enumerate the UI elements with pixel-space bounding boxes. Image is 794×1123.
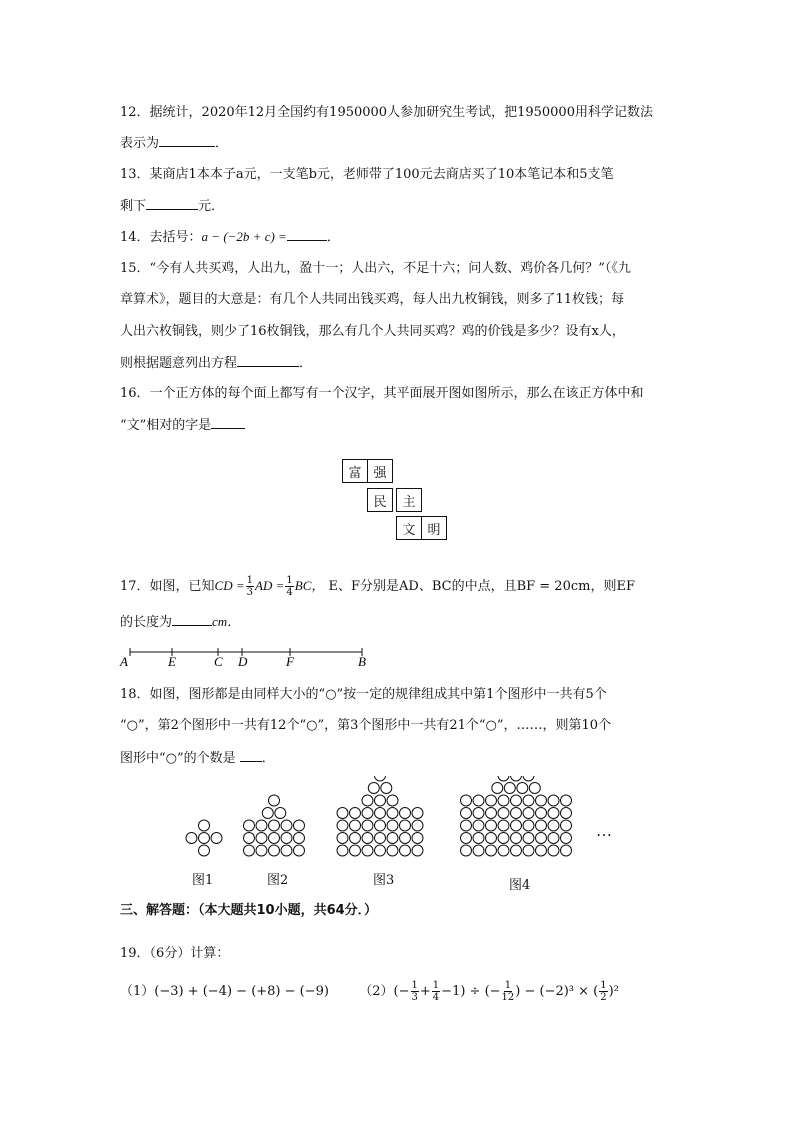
pattern-3-circle [387,845,398,856]
q12-line1: 12．据统计，2020年12月全国约有1950000人参加研究生考试，把1950000用科学记数法 [120,105,653,120]
pattern-3-circle [387,820,398,831]
pattern-4-circle [561,808,572,819]
pattern-4-circle [517,783,528,794]
pattern-4-circle [561,820,572,831]
pattern-4-circle [536,820,547,831]
pattern-4-circle [461,845,472,856]
pattern-3-circle [400,833,411,844]
pattern-4-circle [561,833,572,844]
q17-frac-2: $\frac{1}{4}$ [286,575,293,598]
pattern-2-circle [256,820,267,831]
pattern-4-circle [498,776,509,781]
pattern-4-circle [536,795,547,806]
q19-part2-label: （2） [359,984,394,999]
segment-diagram [116,644,376,672]
pattern-4-circle [523,808,534,819]
point-label-D: D [238,654,248,669]
cube-cell-1: 富 [342,459,368,483]
pattern-4-circle [486,795,497,806]
pattern-2-circle [281,833,292,844]
q19-frac-4: $\frac{1}{2}$ [600,980,607,1003]
pattern-4-circle [523,833,534,844]
q12-answer-blank[interactable] [159,134,215,147]
q13-end: 元． [198,199,225,214]
q17-mid: E、F分别是AD、BC的中点，且BF = 20cm，则EF [328,579,635,594]
pattern-4-circle [511,776,522,781]
q12-end: ． [215,136,229,151]
cube-cell-3: 民 [367,488,393,512]
pattern-3-circle [412,808,423,819]
pattern-3-circle [387,795,398,806]
pattern-4-circle [548,833,559,844]
q17-frac-1: $\frac{1}{3}$ [246,575,254,598]
pattern-3-circle [387,808,398,819]
q17-bc: BC， [294,578,325,593]
pattern-4-circle [504,783,515,794]
caption-fig2: 图2 [267,873,289,888]
q14-expression: a − (−2b + c) = [201,229,287,244]
point-label-F: F [286,654,294,669]
pattern-2-circle [294,833,305,844]
pattern-3-circle [350,808,361,819]
pattern-3-circle [375,795,386,806]
pattern-1-circle [199,833,210,844]
q15-line3: 人出六枚铜钱，则少了16枚铜钱，那么有几个人共同买鸡？鸡的价钱是多少？设有x人， [120,324,625,339]
pattern-3-circle [375,833,386,844]
pattern-1-circle [211,833,222,844]
pattern-4-circle [548,820,559,831]
pattern-4-circle [461,820,472,831]
pattern-3-circle [412,833,423,844]
pattern-3-circle [362,845,373,856]
pattern-4-circle [511,795,522,806]
pattern-2-circle [269,820,280,831]
pattern-1-circle [199,845,210,856]
pattern-3-circle [350,820,361,831]
q19-frac-3: $\frac{1}{12}$ [501,980,515,1003]
pattern-3-circle [362,833,373,844]
pattern-2-circle [269,833,280,844]
pattern-ellipsis: … [596,823,612,840]
pattern-3-circle [337,845,348,856]
pattern-4-circle [523,776,534,781]
pattern-4-circle [498,820,509,831]
pattern-4-circle [511,808,522,819]
pattern-3-circle [362,808,373,819]
cube-cell-4: 主 [396,488,422,512]
pattern-4-circle [548,795,559,806]
pattern-4-circle [498,808,509,819]
q18-line3-text: 图形中“○”的个数是 [120,751,236,766]
pattern-1-circle [199,820,210,831]
q18-line2: “○”，第2个图形中一共有12个“○”，第3个图形中一共有21个“○”，……，则第10个 [120,718,612,733]
pattern-4-circle [461,808,472,819]
q16-answer-blank[interactable] [211,416,245,429]
q14-answer-blank[interactable] [287,228,327,241]
pattern-2-circle [244,845,255,856]
pattern-2-circle [256,833,267,844]
q17-prefix: 17．如图，已知 [120,579,215,594]
pattern-4-circle [548,808,559,819]
pattern-2-circle [244,833,255,844]
pattern-3-circle [362,820,373,831]
point-label-C: C [214,654,223,669]
pattern-4-circle [561,795,572,806]
pattern-3-circle [375,808,386,819]
q18-line3 [120,749,275,768]
q16-line2-text: “文”相对的字是 [120,418,212,433]
q13-line1: 13．某商店1本本子a元，一支笔b元，老师带了100元去商店买了10本笔记本和5支笔 [120,167,614,182]
pattern-3-circle [337,808,348,819]
pattern-4-circle [486,808,497,819]
pattern-2-circle [281,820,292,831]
q17-unit: cm． [212,614,241,629]
pattern-4-circle [536,845,547,856]
pattern-4-circle [511,845,522,856]
pattern-2-circle [275,808,286,819]
q15-end: ． [299,356,313,371]
pattern-2-circle [294,845,305,856]
pattern-3-circle [362,795,373,806]
pattern-4-circle [461,833,472,844]
caption-fig3: 图3 [373,873,395,888]
pattern-4-circle [529,783,540,794]
pattern-4-circle [473,820,484,831]
cube-cell-6: 明 [421,516,447,540]
pattern-4-circle [536,833,547,844]
q18-end: ． [261,751,275,766]
pattern-4-circle [511,820,522,831]
q17-line1 [120,574,635,599]
q12-line2 [120,134,228,153]
q17-cd: CD = [214,578,245,593]
pattern-4-circle [473,845,484,856]
pattern-3-circle [375,845,386,856]
q19-frac-2: $\frac{1}{4}$ [432,980,440,1003]
q13-line2 [120,197,224,216]
pattern-4-circle [536,808,547,819]
q17-line2 [120,613,240,632]
q18-line1: 18．如图，图形都是由同样大小的“○”按一定的规律组成其中第1个图形中一共有5个 [120,687,607,702]
pattern-4-circle [561,845,572,856]
pattern-3-circle [350,833,361,844]
q17-ad: AD = [255,578,285,593]
pattern-4-circle [461,795,472,806]
q14-end: ． [326,230,340,245]
pattern-2-circle [256,845,267,856]
q17-answer-blank[interactable] [172,613,212,626]
q17-line2-text: 的长度为 [120,615,173,630]
q14-prefix: 14．去括号： [120,230,202,245]
pattern-3-circle [350,845,361,856]
pattern-3-circle [400,845,411,856]
pattern-4-circle [523,845,534,856]
pattern-4-circle [498,795,509,806]
q15-line4 [120,354,312,373]
pattern-4-circle [473,795,484,806]
pattern-3-circle [337,820,348,831]
circle-patterns [170,776,630,866]
pattern-3-circle [412,845,423,856]
pattern-4-circle [523,795,534,806]
pattern-4-circle [523,820,534,831]
pattern-4-circle [486,845,497,856]
pattern-4-circle [498,833,509,844]
q19-part1: （1）(−3) + (−4) − (+8) − (−9) [120,984,329,999]
q18-answer-blank[interactable] [240,749,262,762]
q15-line4-text: 则根据题意列出方程 [120,356,238,371]
q19-title: 19．（6分）计算： [120,946,230,961]
pattern-3-circle [368,783,379,794]
pattern-4-circle [473,808,484,819]
pattern-3-circle [412,820,423,831]
pattern-3-circle [375,820,386,831]
q15-line1: 15．“今有人共买鸡，人出九，盈十一；人出六，不足十六；问人数、鸡价各几何？”（《九 [120,261,631,276]
pattern-4-circle [486,820,497,831]
q13-line2-text: 剩下 [120,199,147,214]
pattern-2-circle [269,795,280,806]
pattern-4-circle [492,783,503,794]
pattern-4-circle [511,833,522,844]
q15-answer-blank[interactable] [237,354,299,367]
q19-parts: （1）(−3) + (−4) − (+8) − (−9) （2）(− $\frac{1}{3}$ + $\frac{1}{4}$ −1) ÷ (− $\frac{1}{12}$ ) − (−2)³ × ( $\frac{1}{2}$ )² [120,980,619,1003]
point-label-E: E [168,654,176,669]
pattern-2-circle [244,820,255,831]
point-label-B: B [358,654,366,669]
cube-cell-5: 文 [396,516,422,540]
q13-answer-blank[interactable] [146,197,198,210]
pattern-2-circle [294,820,305,831]
pattern-4-circle [498,845,509,856]
pattern-2-circle [269,845,280,856]
section3-heading: 三、解答题：（本大题共10小题，共64分．） [120,903,378,918]
q19-frac-1: $\frac{1}{3}$ [411,980,418,1003]
pattern-4-circle [473,833,484,844]
pattern-3-circle [400,808,411,819]
pattern-3-circle [400,820,411,831]
q16-line2 [120,416,245,435]
pattern-3-circle [381,783,392,794]
pattern-4-circle [486,833,497,844]
caption-fig4: 图4 [509,878,531,893]
q16-line1: 16．一个正方体的每个面上都写有一个汉字，其平面展开图如图所示，那么在该正方体中和 [120,386,644,401]
pattern-4-circle [548,845,559,856]
q14-line [120,228,340,247]
pattern-3-circle [375,776,386,781]
pattern-1-circle [186,833,197,844]
caption-fig1: 图1 [192,873,214,888]
pattern-2-circle [262,808,273,819]
q15-line2: 章算术》，题目的大意是：有几个人共同出钱买鸡，每人出九枚铜钱，则多了11枚钱；每 [120,292,625,307]
point-label-A: A [120,654,128,669]
pattern-2-circle [281,845,292,856]
pattern-3-circle [337,833,348,844]
pattern-3-circle [387,833,398,844]
cube-cell-2: 强 [367,459,393,483]
q12-line2-text: 表示为 [120,136,160,151]
